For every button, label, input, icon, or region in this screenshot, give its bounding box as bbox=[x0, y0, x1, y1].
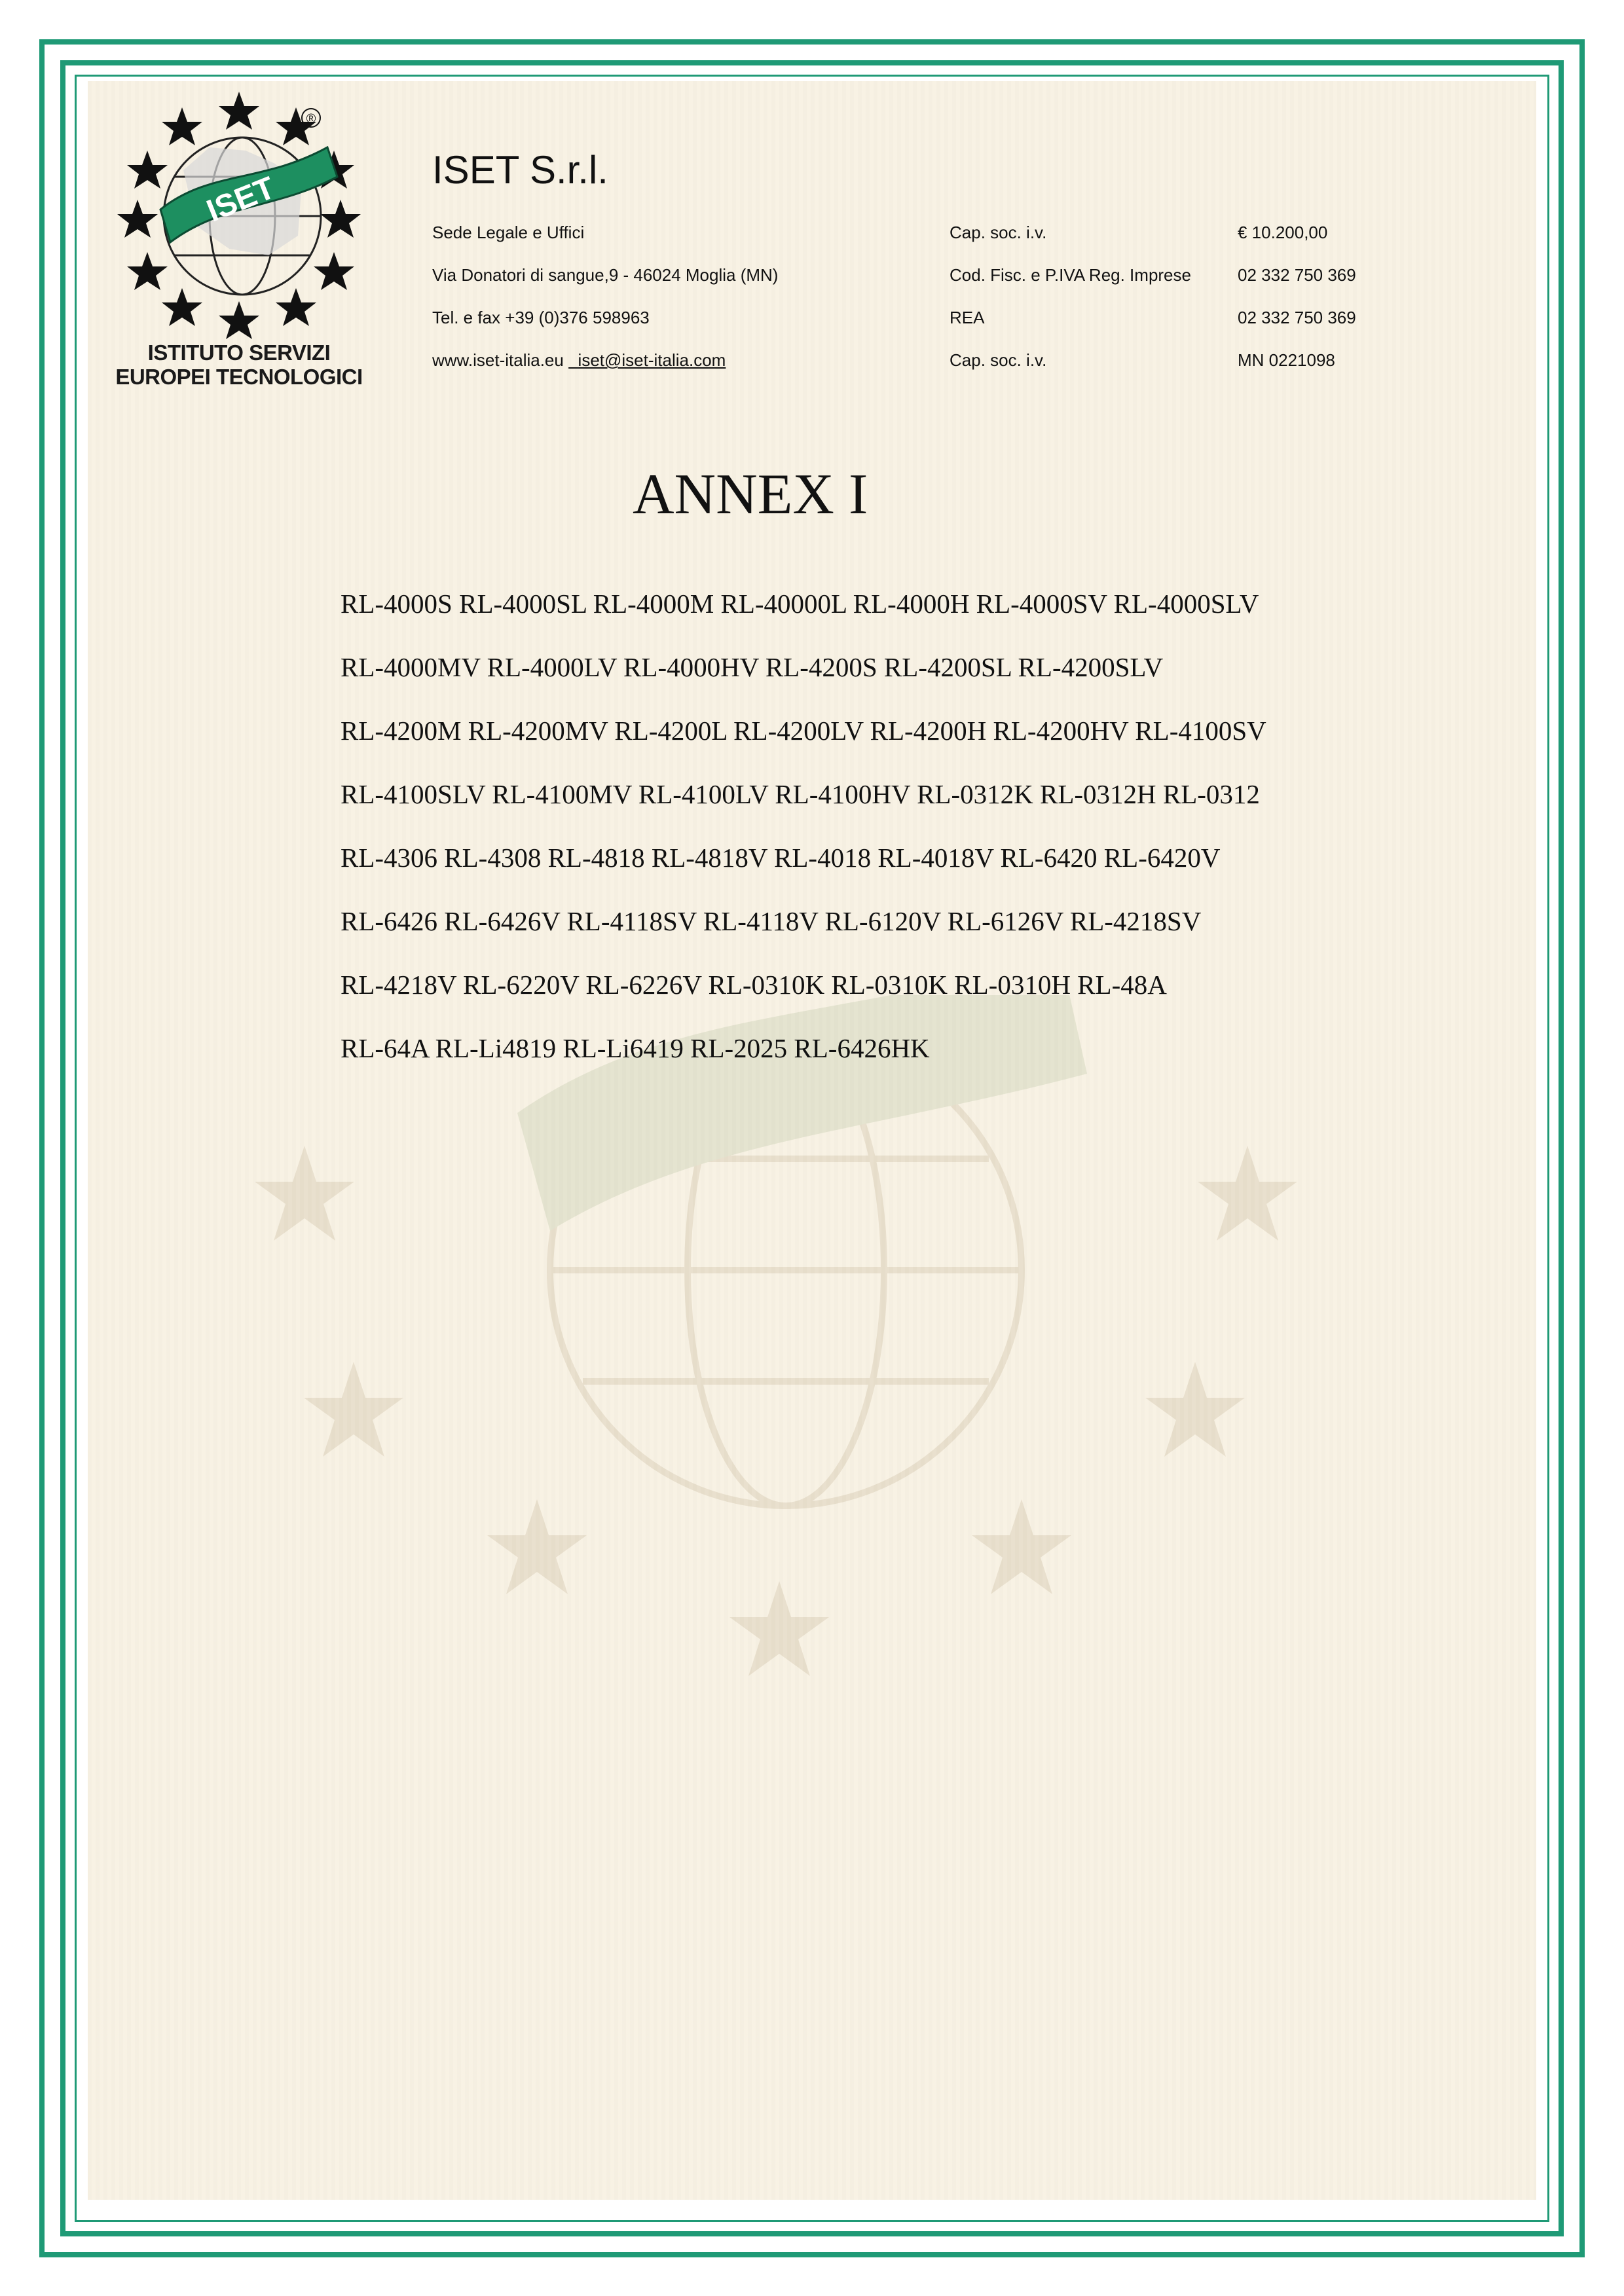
watermark-star-icon bbox=[729, 1581, 829, 1676]
model-line: RL-4218V RL-6220V RL-6226V RL-0310K RL-0310K RL-0310H RL-48A bbox=[341, 970, 1167, 1000]
info-right: 02 332 750 369 bbox=[1238, 265, 1356, 285]
star-icon bbox=[219, 92, 259, 130]
info-row bbox=[0, 350, 1624, 376]
watermark-star-icon bbox=[255, 1146, 354, 1241]
watermark-logo bbox=[242, 995, 1356, 1683]
model-line: RL-4100SLV RL-4100MV RL-4100LV RL-4100HV RL-0312K RL-0312H RL-0312 bbox=[341, 779, 1260, 809]
info-mid: REA bbox=[950, 308, 985, 327]
model-line: RL-4200M RL-4200MV RL-4200L RL-4200LV RL-4200H RL-4200HV RL-4100SV bbox=[341, 716, 1266, 746]
model-line: RL-4000MV RL-4000LV RL-4000HV RL-4200S RL-4200SL RL-4200SLV bbox=[341, 652, 1164, 682]
model-line: RL-4000S RL-4000SL RL-4000M RL-40000L RL-4000H RL-4000SV RL-4000SLV bbox=[341, 589, 1259, 619]
info-row bbox=[0, 308, 1624, 334]
company-name: ISET S.r.l. bbox=[432, 148, 608, 192]
info-row bbox=[0, 223, 1624, 249]
logo-banner-text: ISET bbox=[202, 170, 280, 229]
info-left: Sede Legale e Uffici bbox=[432, 223, 585, 242]
logo-caption-line: EUROPEI TECNOLOGICI bbox=[115, 365, 363, 389]
watermark-star-icon bbox=[304, 1362, 403, 1457]
info-mid: Cap. soc. i.v. bbox=[950, 350, 1047, 370]
email-link[interactable]: iset@iset-italia.com bbox=[578, 350, 726, 370]
info-row bbox=[0, 265, 1624, 291]
model-list bbox=[341, 588, 1454, 1096]
watermark-star-icon bbox=[1145, 1362, 1245, 1457]
star-icon bbox=[127, 151, 168, 189]
info-left: Tel. e fax +39 (0)376 598963 bbox=[432, 308, 650, 327]
annex-title: ANNEX I bbox=[633, 463, 868, 526]
info-mid: Cap. soc. i.v. bbox=[950, 223, 1047, 242]
website-link[interactable]: www.iset-italia.eu bbox=[432, 350, 564, 370]
model-line: RL-64A RL-Li4819 RL-Li6419 RL-2025 RL-6426HK bbox=[341, 1033, 930, 1063]
registered-mark: ® bbox=[306, 112, 316, 126]
watermark-star-icon bbox=[1198, 1146, 1297, 1241]
info-right: 02 332 750 369 bbox=[1238, 308, 1356, 327]
model-line: RL-4306 RL-4308 RL-4818 RL-4818V RL-4018 RL-4018V RL-6420 RL-6420V bbox=[341, 843, 1221, 873]
watermark-star-icon bbox=[487, 1499, 587, 1594]
info-right: MN 0221098 bbox=[1238, 350, 1335, 370]
info-left: Via Donatori di sangue,9 - 46024 Moglia (MN) bbox=[432, 265, 779, 285]
watermark-star-icon bbox=[972, 1499, 1071, 1594]
model-line: RL-6426 RL-6426V RL-4118SV RL-4118V RL-6120V RL-6126V RL-4218SV bbox=[341, 906, 1202, 936]
star-icon bbox=[162, 107, 202, 145]
info-right: € 10.200,00 bbox=[1238, 223, 1328, 242]
logo-caption-line: ISTITUTO SERVIZI bbox=[147, 340, 331, 365]
contact-links bbox=[432, 350, 726, 371]
info-mid: Cod. Fisc. e P.IVA Reg. Imprese bbox=[950, 265, 1191, 285]
